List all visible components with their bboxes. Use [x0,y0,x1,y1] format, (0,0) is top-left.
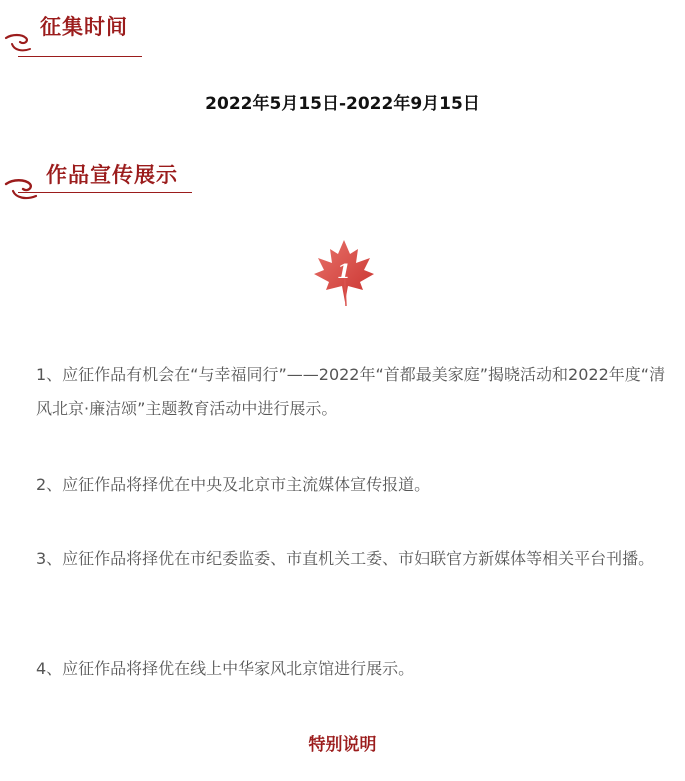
special-note-title: 特别说明 [308,735,377,755]
section-underline [18,192,192,193]
section-title: 作品宣传展示 [46,163,178,187]
collection-date-range: 2022年5月15日-2022年9月15日 [205,94,480,114]
display-item: 4、应征作品将择优在线上中华家风北京馆进行展示。 [36,659,415,678]
section-header-work-display [0,158,220,198]
scroll-swirl-icon [4,32,38,54]
section-title: 征集时间 [40,15,128,39]
display-item: 3、应征作品将择优在市纪委监委、市直机关工委、市妇联官方新媒体等相关平台刊播。 [36,549,655,568]
display-item: 2、应征作品将择优在中央及北京市主流媒体宣传报道。 [36,475,431,494]
maple-leaf-icon [308,236,380,308]
section-header-collection-time [0,12,200,48]
section-underline [18,56,142,57]
scroll-swirl-icon [4,178,44,202]
badge-number: 1 [337,259,351,283]
display-item: 1、应征作品有机会在“与幸福同行”——2022年“首都最美家庭”揭晓活动和2022年度“清风北京·廉洁颂”主题教育活动中进行展示。 [36,365,666,418]
